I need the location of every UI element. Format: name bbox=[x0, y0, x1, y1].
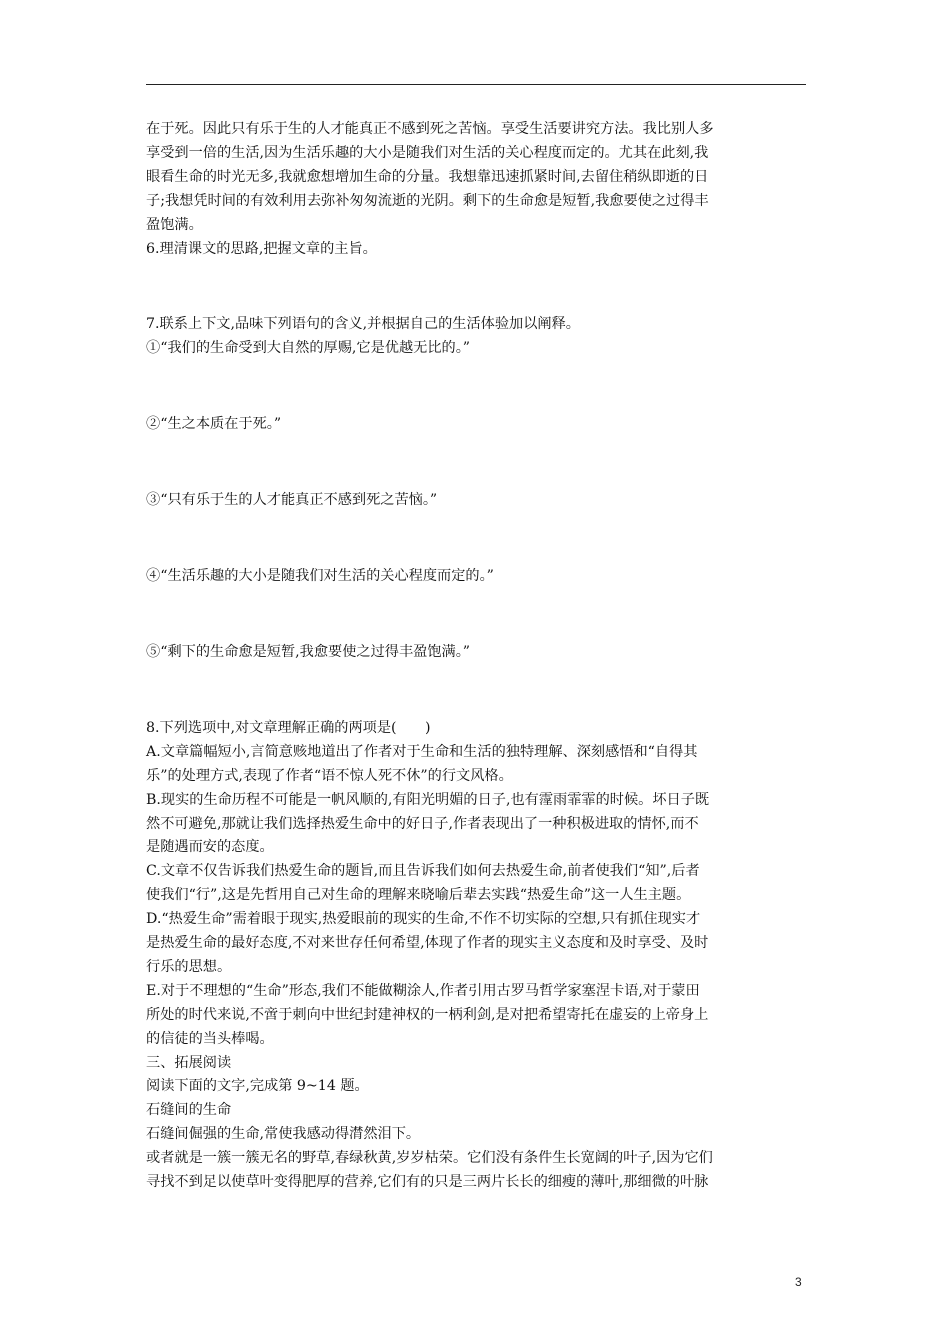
option-e-line: 所处的时代来说,不啻于刺向中世纪封建神权的一柄利剑,是对把希望寄托在虚妄的上帝身上 bbox=[146, 1006, 709, 1023]
article-line: 或者就是一簇一簇无名的野草,春绿秋黄,岁岁枯荣。它们没有条件生长宽阔的叶子,因为它们 bbox=[146, 1150, 713, 1167]
option-c-line: C.文章不仅告诉我们热爱生命的题旨,而且告诉我们如何去热爱生命,前者使我们“知”,后者 bbox=[146, 863, 700, 880]
intro-line: 眼看生命的时光无多,我就愈想增加生命的分量。我想靠迅速抓紧时间,去留住稍纵即逝的日 bbox=[146, 168, 709, 185]
intro-line: 盈饱满。 bbox=[146, 216, 203, 233]
article-title: 石缝间的生命 bbox=[146, 1102, 232, 1119]
header-rule bbox=[146, 84, 806, 85]
question-7-item: ③“只有乐于生的人才能真正不感到死之苦恼。” bbox=[146, 492, 438, 509]
option-c-line: 使我们“行”,这是先哲用自己对生命的理解来晓喻后辈去实践“热爱生命”这一人生主题。 bbox=[146, 887, 691, 904]
option-d-line: 是热爱生命的最好态度,不对来世存任何希望,体现了作者的现实主义态度和及时享受、及时 bbox=[146, 935, 709, 952]
option-b-line: 然不可避免,那就让我们选择热爱生命中的好日子,作者表现出了一种积极进取的情怀,而不 bbox=[146, 815, 699, 832]
option-b-line: B.现实的生命历程不可能是一帆风顺的,有阳光明媚的日子,也有霪雨霏霏的时候。坏日子既 bbox=[146, 791, 710, 808]
section-instruction: 阅读下面的文字,完成第 9~14 题。 bbox=[146, 1078, 369, 1095]
option-a-line: 乐”的处理方式,表现了作者“语不惊人死不休”的行文风格。 bbox=[146, 767, 513, 784]
question-6: 6.理清课文的思路,把握文章的主旨。 bbox=[146, 240, 377, 257]
option-d-line: 行乐的思想。 bbox=[146, 958, 232, 975]
option-e-line: E.对于不理想的“生命”形态,我们不能做糊涂人,作者引用古罗马哲学家塞涅卡语,对于蒙田 bbox=[146, 982, 700, 999]
question-7-item: ①“我们的生命受到大自然的厚赐,它是优越无比的。” bbox=[146, 340, 471, 357]
article-line: 石缝间倔强的生命,常使我感动得潸然泪下。 bbox=[146, 1126, 421, 1143]
question-8-stem: 8.下列选项中,对文章理解正确的两项是( ) bbox=[146, 719, 431, 736]
option-b-line: 是随遇而安的态度。 bbox=[146, 839, 274, 856]
section-heading: 三、拓展阅读 bbox=[146, 1054, 232, 1071]
option-d-line: D.“热爱生命”需着眼于现实,热爱眼前的现实的生命,不作不切实际的空想,只有抓住现实才 bbox=[146, 911, 701, 928]
page-content bbox=[146, 118, 812, 1195]
question-7-stem: 7.联系上下文,品味下列语句的含义,并根据自己的生活体验加以阐释。 bbox=[146, 316, 580, 333]
page-number: 3 bbox=[795, 1275, 802, 1289]
question-7-item: ②“生之本质在于死。” bbox=[146, 416, 282, 433]
question-7-item: ⑤“剩下的生命愈是短暂,我愈要使之过得丰盈饱满。” bbox=[146, 643, 471, 660]
intro-line: 子;我想凭时间的有效利用去弥补匆匆流逝的光阴。剩下的生命愈是短暂,我愈要使之过得丰 bbox=[146, 192, 709, 209]
intro-line: 享受到一倍的生活,因为生活乐趣的大小是随我们对生活的关心程度而定的。尤其在此刻,我 bbox=[146, 144, 709, 161]
article-line: 寻找不到足以使草叶变得肥厚的营养,它们有的只是三两片长长的细瘦的薄叶,那细微的叶脉 bbox=[146, 1174, 709, 1191]
question-7-item: ④“生活乐趣的大小是随我们对生活的关心程度而定的。” bbox=[146, 568, 494, 585]
option-a-line: A.文章篇幅短小,言简意赅地道出了作者对于生命和生活的独特理解、深刻感悟和“自得其 bbox=[146, 743, 698, 760]
option-e-line: 的信徒的当头棒喝。 bbox=[146, 1030, 274, 1047]
intro-line: 在于死。因此只有乐于生的人才能真正不感到死之苦恼。享受生活要讲究方法。我比别人多 bbox=[146, 121, 714, 137]
